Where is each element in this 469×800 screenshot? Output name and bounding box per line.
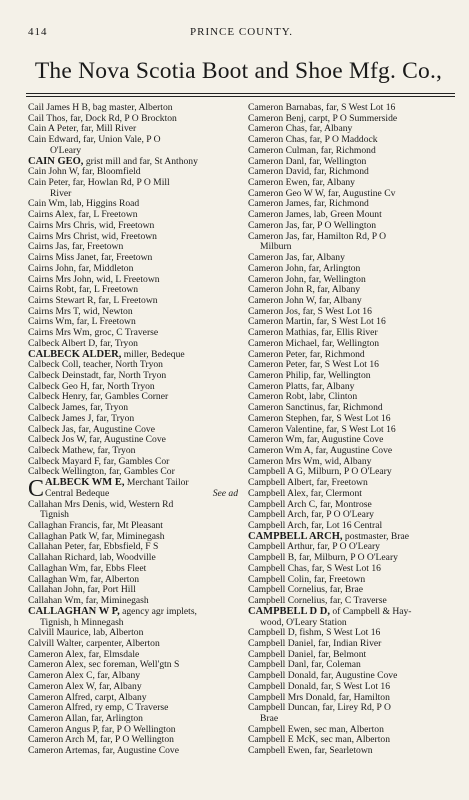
entry-text: wood, O'Leary Station [260,617,347,628]
directory-entry [248,103,458,114]
directory-entry [28,296,238,307]
running-head: PRINCE COUNTY. [189,26,294,38]
entry-name-bold: CAIN GEO, [28,156,84,167]
directory-entry [248,360,458,371]
directory-entry [28,553,238,564]
entry-text: Cameron John R, far, Albany [248,285,361,296]
directory-entry [248,467,458,478]
entry-text: Cain John W, far, Bloomfield [28,167,141,178]
entry-text: Cameron Allan, far, Arlington [28,713,143,724]
entry-text: Callahan John, far, Port Hill [28,585,136,596]
entry-text: postmaster, Brae [342,531,410,542]
entry-text: Tignish [40,510,69,521]
entry-text: miller, Bedeque [121,349,185,360]
directory-entry [28,157,238,168]
entry-text: Cameron Jas, far, Hamilton Rd, P O [248,231,387,242]
entry-text: Calbeck Deinstadt, far, North Tryon [28,370,167,381]
entry-text: Calbeck James, far, Tryon [28,403,129,414]
page-header [28,26,455,40]
directory-entry [248,639,458,650]
directory-entry [248,253,458,264]
entry-text: Cain A Peter, far, Mill River [28,124,137,135]
directory-entry [28,703,238,714]
entry-text: Cairns Mrs Chris, wid, Freetown [28,220,155,231]
entry-text: Campbell Daniel, far, Indian River [248,638,382,649]
directory-entry [28,114,238,125]
directory-entry [248,189,458,200]
directory-entry [28,232,238,243]
entry-text: Cairns John, far, Middleton [28,263,134,274]
entry-text: Callahan Richard, lab, Woodville [28,553,156,564]
entry-text: Callahan Mrs Denis, wid, Western Rd [28,499,174,510]
directory-entry [248,500,458,511]
directory-entry-continuation [248,618,458,629]
entry-text: Cain Edward, far, Union Vale, P O [28,135,161,146]
entry-text: Cameron John, far, Wellington [248,274,366,285]
directory-entry-continuation [28,510,238,521]
directory-entry [28,682,238,693]
directory-entry [28,725,238,736]
entry-text: Cameron Sanctinus, far, Richmond [248,403,383,414]
page-number: 414 [28,26,48,38]
entry-text: Calvill Maurice, lab, Alberton [28,628,144,639]
entry-text: Calbeck Coll, teacher, North Tryon [28,360,163,371]
entry-text: Callaghan Francis, far, Mt Pleasant [28,521,163,532]
entry-text: Cameron Mathias, far, Ellis River [248,328,378,339]
directory-entry [248,146,458,157]
directory-entry [28,660,238,671]
entry-text: Cain Wm, lab, Higgins Road [28,199,140,210]
directory-entry [248,607,458,618]
entry-text: Callaghan Wm, far, Alberton [28,574,140,585]
entry-text: Cameron Robt, labr, Clinton [248,392,358,403]
entry-name-bold: CAMPBELL D D, [248,606,330,617]
directory-entry [248,425,458,436]
directory-entry [28,371,238,382]
directory-entry [248,339,458,350]
directory-entry [28,746,238,757]
entry-text: Cameron Alfred, carpt, Albany [28,692,147,703]
directory-entry [28,124,238,135]
entry-text: Cameron Mrs Wm, wid, Albany [248,456,372,467]
directory-entry [28,735,238,746]
directory-entry [248,371,458,382]
directory-entry [248,746,458,757]
directory-entry [248,446,458,457]
entry-text: Cameron Geo W W, far, Augustine Cv [248,188,396,199]
banner-rule-top [26,93,455,94]
directory-entry [248,157,458,168]
entry-name-bold: CALLAGHAN W P, [28,606,120,617]
directory-entry [28,360,238,371]
directory-entry [28,210,238,221]
entry-text: Cairns Stewart R, far, L Freetown [28,295,158,306]
entry-text: Calbeck Wellington, far, Gambles Cor [28,467,175,478]
directory-entry [28,542,238,553]
directory-entry [28,457,238,468]
entry-text: Cameron Benj, carpt, P O Summerside [248,113,398,124]
entry-text: Calvill Walter, carpenter, Alberton [28,638,160,649]
directory-entry-continuation [248,714,458,725]
directory-entry [28,178,238,189]
directory-entry [248,532,458,543]
directory-entry [248,317,458,328]
directory-entry [248,510,458,521]
entry-text-continued: Central Bedeque [45,487,110,499]
entry-text: Cameron Alex W, far, Albany [28,681,142,692]
directory-entry [248,264,458,275]
entry-text: Cameron Arch M, far, P O Wellington [28,735,174,746]
entry-text: Cail James H B, bag master, Alberton [28,103,173,113]
directory-entry [248,478,458,489]
directory-entry-display [28,478,238,499]
directory-entry [28,414,238,425]
entry-text: Campbell A G, Milburn, P O O'Leary [248,467,392,478]
directory-entry [248,199,458,210]
directory-entry [248,328,458,339]
directory-entry [28,521,238,532]
entry-text: Campbell Arch, far, P O O'Leary [248,510,374,521]
entry-text: Cameron Peter, far, S West Lot 16 [248,360,379,371]
entry-text: Calbeck Henry, far, Gambles Corner [28,392,169,403]
directory-entry [248,296,458,307]
entry-text: Tignish, h Minnegash [40,617,124,628]
directory-entry [28,575,238,586]
directory-column-right [248,103,458,757]
entry-text: Cameron Alfred, ry emp, C Traverse [28,703,169,714]
entry-text: agency agr implets, [119,606,197,617]
advertisement-banner: The Nova Scotia Boot and Shoe Mfg. Co., [34,58,443,84]
drop-cap-letter: C [28,478,45,500]
entry-text: Cairns Mrs John, wid, L Freetown [28,274,160,285]
entry-text: Campbell Alex, far, Clermont [248,488,362,499]
directory-entry-continuation [28,618,238,629]
entry-text: Campbell Daniel, far, Belmont [248,649,367,660]
entry-text: Cameron Platts, far, Albany [248,381,355,392]
entry-text: Cameron Barnabas, far, S West Lot 16 [248,103,396,113]
entry-text: Cameron Michael, far, Wellington [248,338,380,349]
directory-entry [28,564,238,575]
entry-text: Campbell Donald, far, Augustine Cove [248,671,398,682]
directory-entry [248,114,458,125]
directory-entry [28,446,238,457]
entry-text: Campbell Ewen, sec man, Alberton [248,724,384,735]
entry-text: Campbell Arthur, far, P O O'Leary [248,542,380,553]
entry-text: Calbeck Geo H, far, North Tryon [28,381,155,392]
entry-text: Cameron Jas, far, P O Wellington [248,220,377,231]
entry-text: Cameron Angus P, far, P O Wellington [28,724,176,735]
directory-entry [28,242,238,253]
directory-entry-continuation [28,189,238,200]
entry-text: Cameron John, far, Arlington [248,263,361,274]
banner-rule-bottom [26,96,455,97]
directory-entry [248,575,458,586]
directory-entry [28,671,238,682]
directory-entry [28,221,238,232]
entry-text: Cairns Jas, far, Freetown [28,242,124,253]
entry-text: Cameron Chas, far, Albany [248,124,353,135]
entry-text: Callaghan Wm, far, Ebbs Fleet [28,563,147,574]
entry-name-bold: CAMPBELL ARCH, [248,531,343,542]
directory-entry [248,285,458,296]
entry-text: Campbell Colin, far, Freetown [248,574,366,585]
directory-entry [248,124,458,135]
directory-entry [28,467,238,478]
entry-text: Campbell Albert, far, Freetown [248,478,368,489]
directory-entry [28,532,238,543]
entry-text: Cameron Artemas, far, Augustine Cove [28,746,179,757]
see-ad-note: See ad [212,487,238,499]
entry-text: Campbell B, far, Milburn, P O O'Leary [248,553,398,564]
entry-text: Cameron Wm, far, Augustine Cove [248,435,384,446]
directory-entry [248,521,458,532]
directory-entry [28,714,238,725]
entry-text: Campbell Arch C, far, Montrose [248,499,372,510]
directory-entry-continuation [248,242,458,253]
directory-entry [28,425,238,436]
directory-entry [28,596,238,607]
entry-text: Cameron James, far, Richmond [248,199,369,210]
directory-entry [248,221,458,232]
directory-entry [28,693,238,704]
entry-text: Calbeck Jos W, far, Augustine Cove [28,435,166,446]
entry-text: River [50,188,72,199]
directory-entry-continuation [28,146,238,157]
directory-entry [248,307,458,318]
entry-text: Cameron Alex, far, Elmsdale [28,649,140,660]
entry-text: Cairns Wm, far, L Freetown [28,317,136,328]
directory-entry [28,650,238,661]
directory-entry [248,403,458,414]
entry-text: Milburn [260,242,292,253]
entry-text: Cameron Culman, far, Richmond [248,145,376,156]
entry-text: Calbeck James J, far, Tryon [28,413,135,424]
entry-text: Cameron Ewen, far, Albany [248,178,355,189]
entry-text: Calbeck Jas, far, Augustine Cove [28,424,155,435]
directory-entry [248,650,458,661]
entry-text: Callahan Wm, far, Miminegash [28,596,149,607]
entry-text: Cameron Philip, far, Wellington [248,370,371,381]
directory-column-left [28,103,238,757]
entry-text: Cairns Mrs Christ, wid, Freetown [28,231,157,242]
directory-entry [248,671,458,682]
directory-entry [248,660,458,671]
entry-text: Merchant Tailor [124,478,189,489]
directory-entry [28,275,238,286]
directory-entry [248,693,458,704]
directory-entry [248,167,458,178]
entry-text: Calbeck Mayard F, far, Gambles Cor [28,456,170,467]
entry-text: Campbell Ewen, far, Searletown [248,746,373,757]
directory-entry [248,703,458,714]
directory-entry [248,457,458,468]
entry-text: grist mill and far, St Anthony [83,156,198,167]
entry-text: Callahan Peter, far, Ebbsfield, F S [28,542,159,553]
directory-entry [28,392,238,403]
entry-text: Campbell Chas, far, S West Lot 16 [248,563,381,574]
directory-entry [28,628,238,639]
entry-text: Cail Thos, far, Dock Rd, P O Brockton [28,113,177,124]
entry-text: Campbell D, fishm, S West Lot 16 [248,628,381,639]
directory-entry [248,725,458,736]
entry-text: Calbeck Mathew, far, Tryon [28,446,136,456]
directory-entry [28,339,238,350]
entry-text: Campbell Duncan, far, Lirey Rd, P O [248,703,391,714]
directory-entry [248,210,458,221]
entry-name-bold: ALBECK WM E, [45,478,125,489]
directory-entry [28,328,238,339]
directory-entry [28,585,238,596]
directory-entry [248,628,458,639]
entry-text: Cameron Peter, far, Richmond [248,349,365,360]
entry-text: Cairns Miss Janet, far, Freetown [28,253,153,264]
entry-text: Cameron Alex, sec foreman, Well'gtn S [28,660,180,671]
directory-entry [28,435,238,446]
entry-text: Campbell Cornelius, far, Brae [248,585,363,596]
directory-entry [248,735,458,746]
entry-text: Cairns Robt, far, L Freetown [28,285,139,296]
entry-text: Cameron Martin, far, S West Lot 16 [248,317,386,328]
directory-entry [28,253,238,264]
entry-text: Cairns Mrs Wm, groc, C Traverse [28,328,159,339]
entry-text: Cameron Jas, far, Albany [248,253,345,264]
directory-entry [248,435,458,446]
directory-entry [248,489,458,500]
entry-text: Campbell Donald, far, S West Lot 16 [248,681,391,692]
entry-name-bold: CALBECK ALDER, [28,349,122,360]
directory-entry [28,403,238,414]
entry-text: Campbell Cornelius, far, C Traverse [248,596,387,607]
directory-entry [28,135,238,146]
directory-entry [248,414,458,425]
entry-text: Cameron Stephen, far, S West Lot 16 [248,413,391,424]
directory-entry [248,585,458,596]
directory-entry [28,307,238,318]
directory-entry [248,542,458,553]
directory-entry [248,392,458,403]
directory-entry [28,167,238,178]
entry-text: Callaghan Patk W, far, Miminegash [28,531,165,542]
directory-entry [248,382,458,393]
entry-text: Cairns Alex, far, L Freetown [28,210,138,221]
directory-entry [28,350,238,361]
entry-text: Brae [260,713,279,724]
directory-entry [28,639,238,650]
entry-text: Campbell Arch, far, Lot 16 Central [248,521,383,532]
directory-entry [248,682,458,693]
entry-text: Cameron Chas, far, P O Maddock [248,135,378,146]
entry-text: Cameron Alex C, far, Albany [28,671,141,682]
directory-entry [28,607,238,618]
entry-text: Cairns Mrs T, wid, Newton [28,306,133,317]
entry-text: Cameron Valentine, far, S West Lot 16 [248,424,396,435]
directory-entry [248,596,458,607]
entry-text: Campbell Danl, far, Coleman [248,660,361,671]
entry-text: Calbeck Albert D, far, Tryon [28,338,138,349]
entry-text: Campbell Mrs Donald, far, Hamilton [248,692,390,703]
directory-entry [248,564,458,575]
directory-entry [28,317,238,328]
entry-text: Cameron James, lab, Green Mount [248,210,382,221]
directory-entry [248,232,458,243]
directory-entry [28,500,238,511]
entry-text: Campbell E McK, sec man, Alberton [248,735,391,746]
directory-entry [28,199,238,210]
entry-text: Cameron Jos, far, S West Lot 16 [248,306,372,317]
entry-text: Cameron John W, far, Albany [248,295,362,306]
entry-text: O'Leary [50,145,82,156]
directory-entry [248,275,458,286]
directory-entry [28,103,238,114]
entry-text: Cameron David, far, Richmond [248,167,369,178]
directory-entry [248,135,458,146]
directory-entry [28,382,238,393]
entry-text: Cameron Danl, far, Wellington [248,156,367,167]
entry-text: of Campbell & Hay- [329,606,412,617]
directory-entry [248,350,458,361]
entry-text: Cameron Wm A, far, Augustine Cove [248,446,393,456]
directory-entry [28,285,238,296]
directory-entry [28,264,238,275]
directory-entry [248,553,458,564]
directory-entry [248,178,458,189]
entry-text: Cain Peter, far, Howlan Rd, P O Mill [28,178,170,189]
